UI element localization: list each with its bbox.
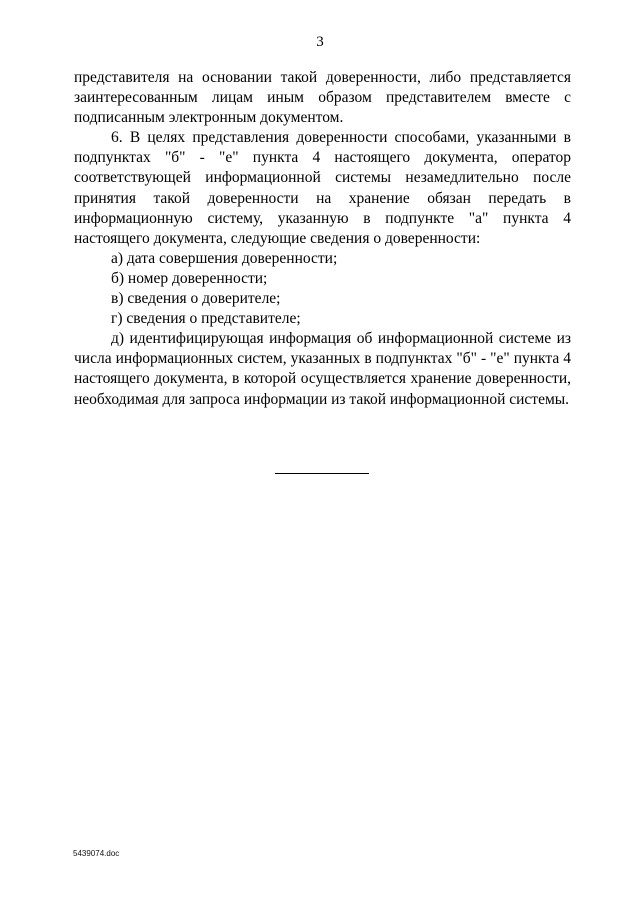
subitem-d: д) идентифицирующая информация об информационной системе из числа информационных систем, указанных в подпунктах "б" - "е" пункта 4 настоящего документа, в которой осуществляется хранение доверенности, необходимая для запроса информации из такой информационной системы. — [74, 330, 571, 408]
paragraph-item-6: 6. В целях представления доверенности способами, указанными в подпунктах "б" - "е" пункта 4 настоящего документа, оператор соответствующей информационной системы незамедлительно после принятия такой доверенности на хранение обязан передать в информационную систему, указанную в подпункте "а" пункта 4 настоящего документа, следующие сведения о доверенности: — [74, 129, 571, 247]
page-number: 3 — [316, 34, 324, 50]
subitem-g: г) сведения о представителе; — [111, 310, 301, 328]
closing-separator-line — [275, 473, 369, 474]
document-body — [74, 68, 571, 410]
footer-document-code: 5439074.doc — [73, 849, 120, 858]
subitem-b: б) номер доверенности; — [111, 269, 268, 287]
subitem-v: в) сведения о доверителе; — [111, 290, 281, 308]
subitem-a: а) дата совершения доверенности; — [111, 249, 338, 267]
continuation-paragraph: представителя на основании такой доверенности, либо представляется заинтересованным лицам иным образом представителем вместе с подписанным электронным документом. — [74, 69, 571, 127]
